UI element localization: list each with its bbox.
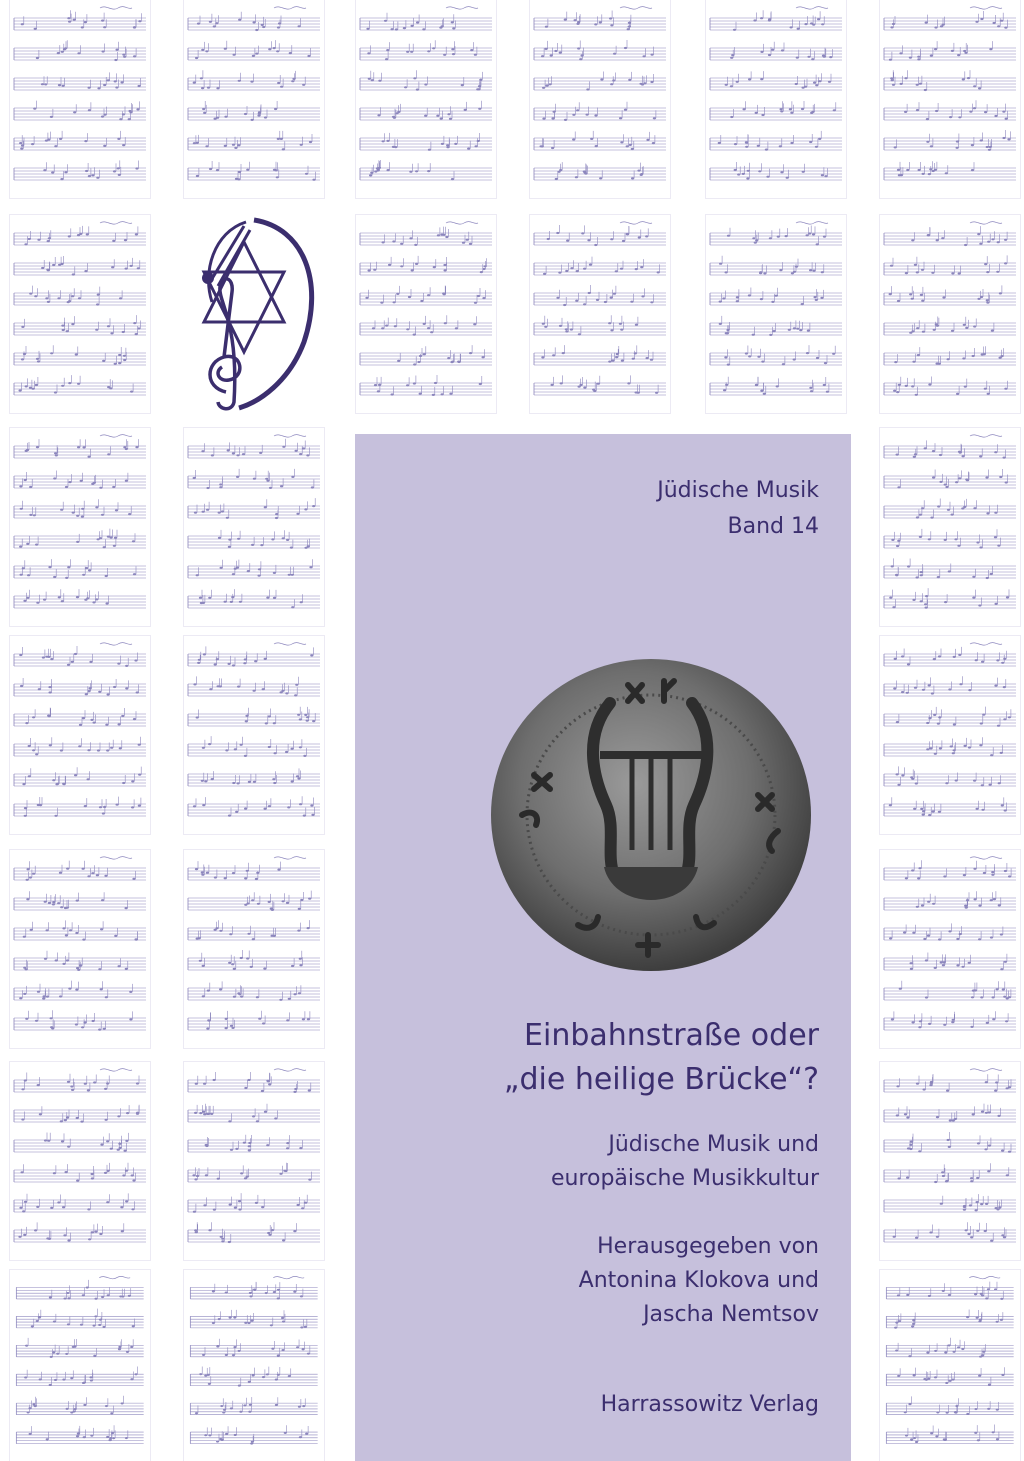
manuscript-page <box>706 0 846 198</box>
editors-line-1: Herausgegeben von <box>597 1234 819 1259</box>
manuscript-page <box>356 0 496 198</box>
manuscript-page <box>184 1270 324 1461</box>
manuscript-page <box>184 0 324 198</box>
manuscript-page <box>880 215 1020 413</box>
manuscript-page <box>184 1062 324 1260</box>
manuscript-page <box>184 428 324 626</box>
series-name: Jüdische Musik <box>657 478 819 503</box>
manuscript-page <box>356 215 496 413</box>
manuscript-page <box>880 850 1020 1048</box>
manuscript-page <box>10 215 150 413</box>
manuscript-page <box>880 0 1020 198</box>
manuscript-page <box>530 215 670 413</box>
title-line-1: Einbahnstraße oder <box>524 1018 819 1053</box>
subtitle-line-2: europäische Musikkultur <box>550 1166 819 1191</box>
clef-star-logo-icon <box>184 212 322 412</box>
manuscript-page <box>10 1270 150 1461</box>
manuscript-page <box>880 1270 1020 1461</box>
series-volume: Band 14 <box>727 514 819 539</box>
manuscript-page <box>880 636 1020 834</box>
subtitle-line-1: Jüdische Musik und <box>608 1132 819 1157</box>
editors-line-2: Antonina Klokova und <box>578 1268 819 1293</box>
manuscript-page <box>184 850 324 1048</box>
editors-line-3: Jascha Nemtsov <box>643 1302 819 1327</box>
manuscript-page <box>880 1062 1020 1260</box>
manuscript-page <box>10 1062 150 1260</box>
manuscript-page <box>184 636 324 834</box>
manuscript-page <box>706 215 846 413</box>
ancient-coin-image <box>488 655 814 975</box>
publisher: Harrassowitz Verlag <box>600 1392 819 1417</box>
manuscript-page <box>530 0 670 198</box>
manuscript-page <box>10 0 150 198</box>
manuscript-page <box>10 428 150 626</box>
manuscript-page <box>10 636 150 834</box>
title-line-2: „die heilige Brücke“? <box>503 1062 819 1097</box>
manuscript-page <box>880 428 1020 626</box>
manuscript-page <box>10 850 150 1048</box>
